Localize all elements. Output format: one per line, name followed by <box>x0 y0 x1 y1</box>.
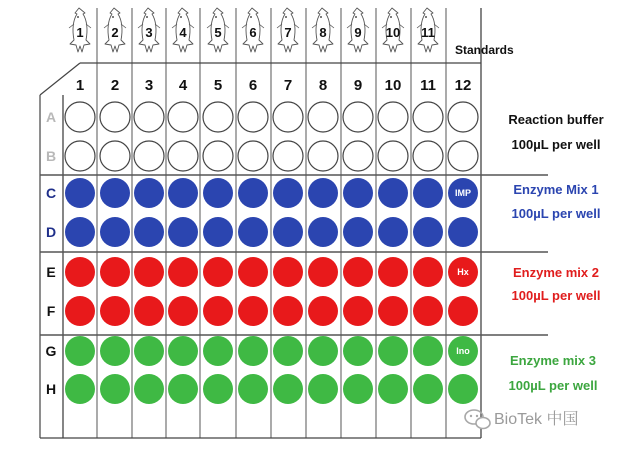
well <box>168 102 198 132</box>
fish-number: 7 <box>284 25 292 40</box>
well <box>65 217 95 247</box>
well <box>378 296 408 326</box>
well <box>448 374 478 404</box>
plate-corner <box>40 63 80 95</box>
well <box>378 178 408 208</box>
column-numbers <box>76 77 472 94</box>
column-number: 11 <box>420 77 436 94</box>
fish-number: 3 <box>145 25 153 40</box>
column-number: 3 <box>144 77 154 94</box>
well <box>238 217 268 247</box>
well <box>134 296 164 326</box>
row-letter: H <box>45 381 57 397</box>
well <box>100 217 130 247</box>
well <box>413 336 443 366</box>
section-title: Reaction buffer <box>508 112 604 127</box>
well <box>378 336 408 366</box>
fish-number: 2 <box>111 25 119 40</box>
row-letter: E <box>46 264 56 280</box>
well <box>100 257 130 287</box>
well <box>65 141 95 171</box>
fish-icon <box>347 8 369 52</box>
column-number: 9 <box>353 77 363 94</box>
well <box>273 141 303 171</box>
row-letter: B <box>45 148 57 164</box>
well <box>343 217 373 247</box>
watermark-text: BioTek 中国 <box>494 411 579 428</box>
well <box>308 178 338 208</box>
well <box>134 217 164 247</box>
section-volume: 100µL per well <box>511 288 601 303</box>
column-number: 6 <box>248 77 258 94</box>
well <box>168 257 198 287</box>
well <box>343 296 373 326</box>
well-standard-label: Ino <box>456 346 470 356</box>
column-number: 12 <box>454 77 472 94</box>
fish-number: 4 <box>179 25 187 40</box>
well <box>65 102 95 132</box>
fish-number: 1 <box>76 25 84 40</box>
wechat-icon <box>465 410 490 429</box>
well <box>203 102 233 132</box>
well <box>203 217 233 247</box>
well <box>100 141 130 171</box>
well <box>273 257 303 287</box>
well <box>238 102 268 132</box>
well <box>308 257 338 287</box>
well <box>448 102 478 132</box>
well <box>343 336 373 366</box>
well <box>134 102 164 132</box>
fish-icon <box>104 8 126 52</box>
fish-icon <box>382 8 404 52</box>
well <box>134 178 164 208</box>
well <box>378 217 408 247</box>
row-letter: F <box>46 303 56 319</box>
well-standard-label: IMP <box>454 188 472 198</box>
well <box>134 141 164 171</box>
well <box>448 141 478 171</box>
fish-icon <box>207 8 229 52</box>
well <box>100 178 130 208</box>
column-number: 5 <box>213 77 223 94</box>
well <box>308 336 338 366</box>
row-letter: A <box>45 109 57 125</box>
well <box>203 178 233 208</box>
well <box>100 336 130 366</box>
fish-icon <box>138 8 160 52</box>
section-volume: 100µL per well <box>511 137 601 152</box>
well <box>168 336 198 366</box>
well <box>203 374 233 404</box>
well <box>448 217 478 247</box>
well <box>134 336 164 366</box>
well <box>273 217 303 247</box>
well <box>413 178 443 208</box>
well <box>238 336 268 366</box>
column-number: 10 <box>384 77 402 94</box>
row-letter: G <box>45 343 57 359</box>
column-number: 1 <box>75 77 85 94</box>
well <box>343 257 373 287</box>
well <box>343 141 373 171</box>
well <box>308 217 338 247</box>
well <box>378 374 408 404</box>
well <box>413 141 443 171</box>
row-letter: C <box>45 185 57 201</box>
well <box>308 102 338 132</box>
fish-icon <box>277 8 299 52</box>
well <box>134 374 164 404</box>
well <box>308 141 338 171</box>
well <box>378 102 408 132</box>
well <box>168 178 198 208</box>
well <box>273 296 303 326</box>
watermark <box>465 410 578 429</box>
well <box>100 374 130 404</box>
fish-number: 11 <box>421 25 435 40</box>
well <box>238 141 268 171</box>
well <box>413 217 443 247</box>
well <box>413 257 443 287</box>
wells <box>65 102 478 404</box>
well <box>65 374 95 404</box>
fish-number: 6 <box>249 25 257 40</box>
row-letter: D <box>45 224 57 240</box>
well-standard-label: Hx <box>457 267 469 277</box>
column-number: 2 <box>110 77 120 94</box>
fish-icon <box>312 8 334 52</box>
fish-number: 10 <box>385 25 401 40</box>
fish-number: 9 <box>354 25 362 40</box>
well <box>273 374 303 404</box>
fish-icon <box>417 8 439 52</box>
well <box>343 374 373 404</box>
fish-number: 8 <box>319 25 327 40</box>
well <box>413 102 443 132</box>
fish-icon <box>242 8 264 52</box>
fish-header <box>69 8 439 52</box>
well <box>203 296 233 326</box>
well <box>65 257 95 287</box>
well <box>168 374 198 404</box>
column-number: 8 <box>318 77 328 94</box>
section-title: Enzyme mix 2 <box>513 265 599 280</box>
well <box>413 374 443 404</box>
well <box>65 336 95 366</box>
well <box>448 296 478 326</box>
well <box>65 296 95 326</box>
well <box>343 102 373 132</box>
well <box>168 296 198 326</box>
fish-icon <box>172 8 194 52</box>
fish-icon <box>69 8 91 52</box>
well <box>168 141 198 171</box>
well <box>203 336 233 366</box>
well <box>273 102 303 132</box>
section-volume: 100µL per well <box>508 378 598 393</box>
well <box>100 102 130 132</box>
section-title: Enzyme Mix 1 <box>513 182 599 197</box>
row-letters <box>46 109 57 397</box>
fish-number: 5 <box>214 25 222 40</box>
well <box>168 217 198 247</box>
well <box>134 257 164 287</box>
well <box>378 257 408 287</box>
well <box>343 178 373 208</box>
column-number: 7 <box>283 77 293 94</box>
standards-label: Standards <box>455 43 514 57</box>
well <box>238 374 268 404</box>
well <box>308 374 338 404</box>
well <box>308 296 338 326</box>
well <box>238 296 268 326</box>
well <box>378 141 408 171</box>
section-volume: 100µL per well <box>511 206 601 221</box>
well <box>65 178 95 208</box>
well <box>100 296 130 326</box>
well <box>203 257 233 287</box>
well <box>413 296 443 326</box>
well <box>238 178 268 208</box>
well <box>273 336 303 366</box>
column-number: 4 <box>178 77 188 94</box>
section-title: Enzyme mix 3 <box>510 353 596 368</box>
well <box>203 141 233 171</box>
well <box>238 257 268 287</box>
well <box>273 178 303 208</box>
